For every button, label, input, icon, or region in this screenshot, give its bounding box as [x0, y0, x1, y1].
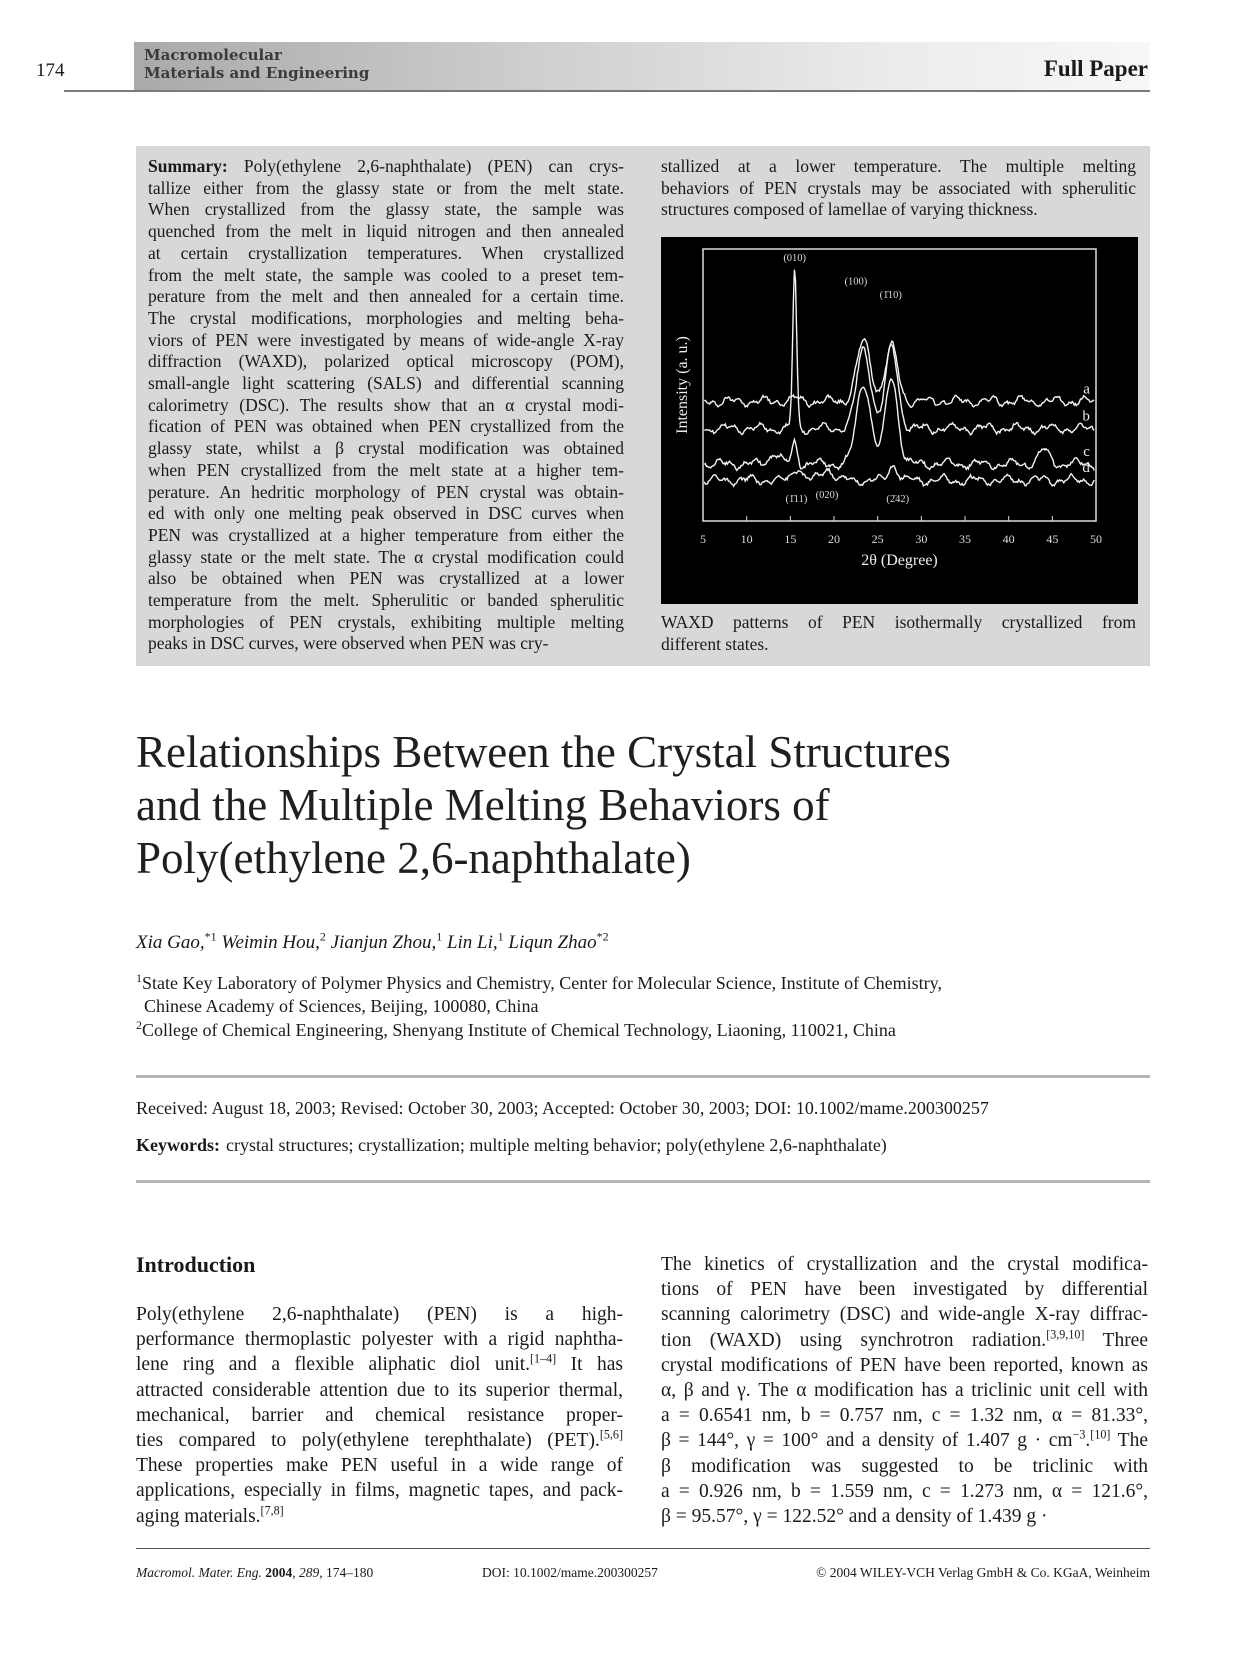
x-axis-label: 2θ (Degree)	[861, 552, 938, 569]
text-line: performance thermoplastic polyester with a rigid naphtha-	[136, 1329, 623, 1351]
text-line: The kinetics of crystallization and the crystal modifica-	[661, 1254, 1148, 1275]
text-line: When crystallized from the glassy state, the sample was	[148, 199, 624, 220]
text-line: structures composed of lamellae of varying thickness.	[661, 199, 1038, 220]
footer-journal: Macromol. Mater. Eng.	[136, 1565, 262, 1580]
text-line: also be obtained when PEN was crystallized at a lower	[148, 568, 624, 589]
waxd-chart	[661, 237, 1138, 604]
summary-line	[148, 156, 624, 178]
text-line: from the melt state, the sample was cooled to a preset tem-	[148, 264, 624, 285]
summary-right-column	[661, 156, 1136, 221]
text-line: different states.	[661, 633, 769, 654]
text-line: morphologies of PEN crystals, exhibiting multiple melting	[148, 611, 624, 632]
x-tick-label: 40	[1002, 532, 1015, 546]
text-line: glassy state, whilst a β crystal modification was obtained	[148, 438, 624, 459]
text-line: mechanical, barrier and chemical resistance proper-	[136, 1404, 623, 1426]
x-tick-label: 20	[828, 532, 840, 546]
text-line: These properties make PEN useful in a wide range of	[136, 1455, 623, 1477]
keywords-label: Keywords:	[136, 1135, 220, 1155]
page-number: 174	[36, 60, 65, 81]
text-line: tallize either from the glassy state or from the melt state.	[148, 177, 624, 198]
footer-doi: DOI: 10.1002/mame.200300257	[482, 1565, 658, 1580]
text-line: β = 95.57°, γ = 122.52° and a density of 1.439 g ·	[661, 1506, 1048, 1528]
text-line: Poly(ethylene 2,6-naphthalate) (PEN) is a high-	[136, 1304, 623, 1325]
waxd-curve	[704, 466, 1094, 487]
author-affiliation-marker: 1	[497, 929, 504, 944]
affiliation-2-marker: 2	[136, 1018, 142, 1032]
text-line: WAXD patterns of PEN isothermally crystallized from	[661, 612, 1136, 632]
author-affiliation-marker: *1	[204, 929, 217, 944]
x-tick-label: 35	[959, 532, 971, 546]
text-line: diffraction (WAXD), polarized optical microscopy (POM),	[148, 351, 624, 372]
author-affiliation-marker: 2	[319, 929, 326, 944]
text-line: calorimetry (DSC). The results show that an α crystal modi-	[148, 394, 624, 415]
text-line: tions of PEN have been investigated by differential	[661, 1279, 1148, 1301]
text-line: lene ring and a flexible aliphatic diol unit.[1–4] It has	[136, 1351, 623, 1376]
text-line: viors of PEN were investigated by means of wide-angle X-ray	[148, 329, 624, 350]
text-line: β = 144°, γ = 100° and a density of 1.407 $g \cdot cm^{-3}.[10]$ The	[661, 1427, 1148, 1452]
article-title: Relationships Between the Crystal Structures and the Multiple Melting Behaviors of Poly(ethylene 2,6-naphthalate)	[136, 727, 951, 883]
author-name: Jianjun Zhou,	[330, 932, 437, 953]
affiliation-1	[136, 972, 1136, 1018]
x-tick-label: 50	[1090, 532, 1102, 546]
keywords-text: crystal structures; crystallization; multiple melting behavior; poly(ethylene 2,6-naphthalate)	[226, 1135, 887, 1155]
text-line: α, β and γ. The α modification has a triclinic unit cell with	[661, 1380, 1148, 1402]
summary-label: Summary:	[148, 156, 228, 176]
text-line: aging materials.[7,8]	[136, 1503, 284, 1527]
y-axis-label: Intensity (a. u.)	[674, 336, 691, 434]
text-line: applications, especially in films, magnetic tapes, and pack-	[136, 1480, 623, 1502]
intro-left-column	[136, 1302, 623, 1529]
text-line: crystal modifications of PEN have been reported, known as	[661, 1354, 1148, 1376]
author-name: Liqun Zhao	[508, 932, 597, 953]
text-line: peaks in DSC curves, were observed when PEN was cry-	[148, 633, 549, 654]
peak-label: (2̄42)	[886, 493, 910, 505]
text-line: perature. An hedritic morphology of PEN crystal was obtain-	[148, 481, 624, 502]
footer-rule	[136, 1548, 1150, 1549]
text-line: tion (WAXD) using synchrotron radiation.[3,9,10] Three	[661, 1327, 1148, 1351]
footer-citation: Macromol. Mater. Eng. 2004, 289, 174–180	[136, 1565, 374, 1580]
text-line: when PEN crystallized from the melt state at a higher tem-	[148, 459, 624, 480]
text-line: fication of PEN was obtained when PEN crystallized from the	[148, 416, 624, 437]
text-line: glassy state or the melt state. The α crystal modification could	[148, 546, 624, 567]
text-line: β modification was suggested to be triclinic with	[661, 1455, 1148, 1477]
paper-type: Full Paper	[1043, 56, 1148, 81]
author-list	[136, 929, 609, 954]
peak-label: (1̄10)	[879, 289, 902, 301]
x-tick-label: 5	[700, 532, 706, 546]
text-line: at certain crystallization temperatures. When crystallized	[148, 242, 624, 263]
author-name: Xia Gao,	[136, 932, 205, 953]
peak-label: (010)	[783, 253, 807, 265]
header-rule	[64, 90, 1150, 92]
received-dates: Received: August 18, 2003; Revised: October 30, 2003; Accepted: October 30, 2003; DOI: 10.1002/mame.200300257	[136, 1098, 989, 1118]
affiliation-1-line1: State Key Laboratory of Polymer Physics and Chemistry, Center for Molecular Science, Institute of Chemistry,	[142, 973, 942, 993]
curve-label: c	[1083, 443, 1090, 460]
x-tick-label: 25	[871, 532, 884, 546]
affiliation-2	[136, 1019, 1136, 1042]
author-name: Weimin Hou,	[221, 932, 320, 953]
peak-label: (020)	[815, 489, 839, 501]
text-line: PEN was crystallized at a higher temperature from either the	[148, 524, 624, 545]
footer-year: 2004	[265, 1565, 293, 1580]
text-line: quenched from the melt in liquid nitrogen and then annealed	[148, 221, 624, 242]
section-heading-introduction: Introduction	[136, 1252, 256, 1277]
x-tick-label: 30	[915, 532, 928, 546]
waxd-figure	[661, 237, 1138, 604]
divider-rule	[136, 1180, 1150, 1183]
author-affiliation-marker: 1	[436, 929, 443, 944]
text-line: small-angle light scattering (SALS) and differential scanning	[148, 373, 624, 394]
text-line: stallized at a lower temperature. The multiple melting	[661, 156, 1136, 176]
intro-right-column	[661, 1252, 1148, 1529]
curve-label: d	[1082, 460, 1090, 477]
text-line: scanning calorimetry (DSC) and wide-angle X-ray diffrac-	[661, 1304, 1148, 1326]
keywords	[136, 1135, 887, 1156]
text-line: a = 0.6541 nm, b = 0.757 nm, c = 1.32 nm, α = 81.33°,	[661, 1405, 1148, 1427]
text-line: ties compared to poly(ethylene terephthalate) (PET).[5,6]	[136, 1427, 623, 1452]
curve-label: a	[1083, 381, 1090, 398]
x-tick-label: 45	[1046, 532, 1059, 546]
affiliation-1-marker: 1	[136, 971, 142, 985]
figure-caption	[661, 612, 1136, 655]
text-line: temperature from the melt. Spherulitic or banded spherulitic	[148, 590, 624, 611]
divider-rule	[136, 1075, 1150, 1078]
journal-name: Macromolecular Materials and Engineering	[144, 46, 370, 82]
author-affiliation-marker: *2	[596, 929, 609, 944]
waxd-curve	[704, 339, 1094, 408]
text-line: a = 0.926 nm, b = 1.559 nm, c = 1.273 nm, α = 121.6°,	[661, 1480, 1148, 1502]
footer-copyright: © 2004 WILEY-VCH Verlag GmbH & Co. KGaA, Weinheim	[816, 1565, 1150, 1580]
text-line: attracted considerable attention due to its superior thermal,	[136, 1379, 623, 1401]
summary-left-column	[148, 156, 624, 655]
x-tick-label: 10	[740, 532, 753, 546]
text-line: perature from the melt and then annealed for a certain time.	[148, 286, 624, 307]
footer-volume: 289	[298, 1565, 320, 1580]
text-line: ed with only one melting peak observed in DSC curves when	[148, 503, 624, 524]
peak-label: (100)	[844, 276, 868, 288]
affiliation-1-line2: Chinese Academy of Sciences, Beijing, 100080, China	[144, 996, 539, 1016]
author-name: Lin Li,	[446, 932, 498, 953]
text-line: The crystal modifications, morphologies and melting beha-	[148, 307, 624, 328]
summary-first-line: Poly(ethylene 2,6-naphthalate) (PEN) can crys-	[227, 156, 624, 176]
text-line: behaviors of PEN crystals may be associated with spherulitic	[661, 177, 1136, 198]
affiliation-2-text: College of Chemical Engineering, Shenyang Institute of Chemical Technology, Liaoning, 110021, China	[142, 1020, 896, 1040]
curve-label: b	[1082, 408, 1090, 425]
footer-pages: , 174–180	[319, 1565, 374, 1580]
peak-label: (1̄11)	[785, 493, 808, 505]
x-tick-label: 15	[784, 532, 797, 546]
